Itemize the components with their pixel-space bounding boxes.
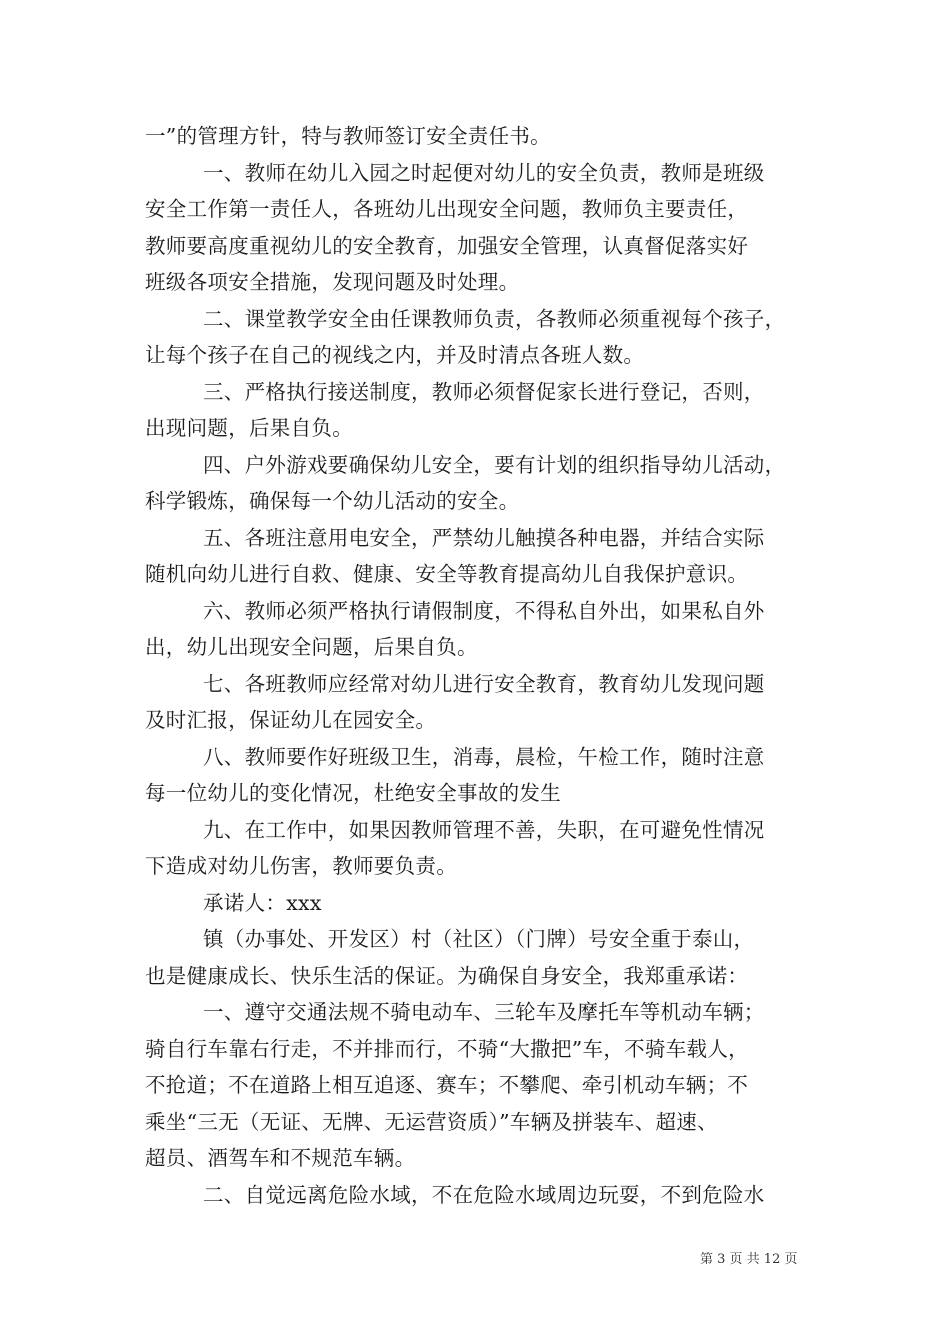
page-number-footer: 第 3 页 共 12 页 [700,1252,798,1267]
text-line: 及时汇报，保证幼儿在园安全。 [145,708,437,732]
text-line: 镇（办事处、开发区）村（社区）（门牌）号安全重于泰山， [203,927,755,951]
text-line: 骑自行车靠右行走，不并排而行，不骑“大撒把”车，不骑车载人， [145,1036,749,1061]
text-line: 出，幼儿出现安全问题，后果自负。 [145,635,478,659]
text-line: 乘坐“三无（无证、无牌、无运营资质）”车辆及拼装车、超速、 [145,1109,718,1134]
text-line: 承诺人：xxx [203,890,322,915]
text-line: 出现问题，后果自负。 [145,416,353,440]
text-line: 四、户外游戏要确保幼儿安全，要有计划的组织指导幼儿活动， [203,452,786,477]
text-line: 也是健康成长、快乐生活的保证。为确保自身安全，我郑重承诺： [145,963,749,988]
text-line: 三、严格执行接送制度，教师必须督促家长进行登记，否则， [203,379,765,404]
text-line: 每一位幼儿的变化情况，杜绝安全事故的发生 [145,781,561,805]
text-line: 六、教师必须严格执行请假制度，不得私自外出，如果私自外 [203,598,765,623]
text-line: 一、教师在幼儿入园之时起便对幼儿的安全负责，教师是班级 [203,160,765,185]
text-line: 九、在工作中，如果因教师管理不善，失职，在可避免性情况 [203,817,765,842]
text-line: 科学锻炼，确保每一个幼儿活动的安全。 [145,489,520,513]
text-line: 一”的管理方针，特与教师签订安全责任书。 [145,124,551,148]
text-line: 二、课堂教学安全由任课教师负责，各教师必须重视每个孩子， [203,306,786,331]
text-line: 下造成对幼儿伤害，教师要负责。 [145,854,457,878]
text-line: 教师要高度重视幼儿的安全教育，加强安全管理，认真督促落实好 [145,233,749,258]
text-line: 七、各班教师应经常对幼儿进行安全教育，教育幼儿发现问题 [203,671,765,696]
text-line: 二、自觉远离危险水域，不在危险水域周边玩耍，不到危险水 [203,1182,765,1207]
document-body [145,118,810,1213]
text-line: 让每个孩子在自己的视线之内，并及时清点各班人数。 [145,343,645,367]
text-line: 随机向幼儿进行自救、健康、安全等教育提高幼儿自我保护意识。 [145,562,749,586]
text-line: 超员、酒驾车和不规范车辆。 [145,1146,416,1170]
text-line: 一、遵守交通法规不骑电动车、三轮车及摩托车等机动车辆； [203,1000,765,1024]
text-line: 班级各项安全措施，发现问题及时处理。 [145,270,520,294]
text-line: 不抢道；不在道路上相互追逐、赛车；不攀爬、牵引机动车辆；不 [145,1073,749,1097]
text-line: 八、教师要作好班级卫生，消毒，晨检，午检工作，随时注意 [203,744,765,769]
text-line: 五、各班注意用电安全，严禁幼儿触摸各种电器，并结合实际 [203,525,765,550]
text-line: 安全工作第一责任人，各班幼儿出现安全问题，教师负主要责任， [145,197,749,221]
